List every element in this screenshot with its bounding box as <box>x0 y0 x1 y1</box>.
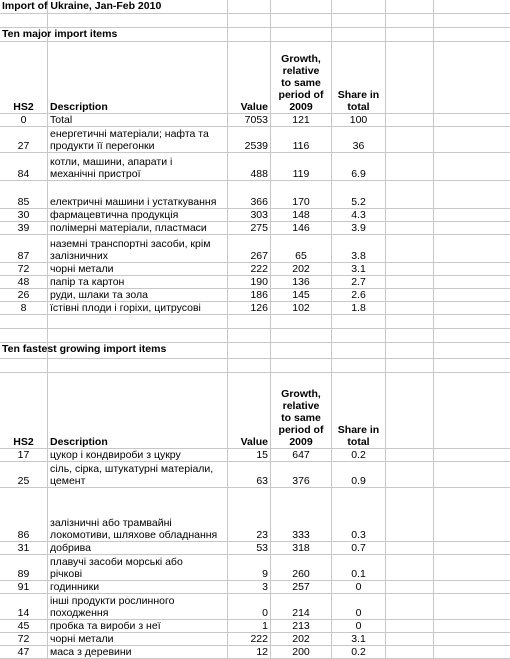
empty-cell[interactable] <box>386 153 434 180</box>
empty-cell[interactable] <box>386 488 434 541</box>
header-growth-line: period of <box>278 89 324 101</box>
value-cell[interactable]: 126 <box>228 302 271 314</box>
header-growth-line: to same <box>281 77 321 89</box>
description-line: плавучі засоби морські або <box>50 556 183 568</box>
header-hs2: HS2 <box>0 373 48 448</box>
share-cell[interactable]: 4.3 <box>332 209 386 221</box>
header-growth-line: Growth, <box>281 388 321 400</box>
description-line: пробка та вироби з неї <box>50 620 161 632</box>
header-growth-line: 2009 <box>289 101 313 113</box>
empty-cell[interactable] <box>386 315 434 328</box>
hs2-cell[interactable]: 47 <box>0 646 48 658</box>
value-cell[interactable]: 267 <box>228 235 271 262</box>
growth-cell[interactable]: 647 <box>271 449 332 461</box>
section2-header-row <box>0 373 510 449</box>
sheet-title-row <box>0 0 510 14</box>
empty-cell[interactable] <box>228 28 271 41</box>
share-cell[interactable]: 0 <box>332 594 386 619</box>
value-cell[interactable]: 0 <box>228 594 271 619</box>
empty-cell[interactable] <box>228 329 271 342</box>
value-cell[interactable]: 275 <box>228 222 271 234</box>
empty-cell[interactable] <box>228 315 271 328</box>
value-cell[interactable]: 366 <box>228 181 271 208</box>
description-line: котли, машини, апарати і <box>50 156 173 168</box>
section1-heading-row <box>0 28 510 42</box>
empty-cell[interactable] <box>386 646 434 658</box>
table-row <box>0 462 510 488</box>
growth-cell[interactable]: 376 <box>271 462 332 487</box>
share-cell[interactable]: 3.1 <box>332 263 386 275</box>
description-cell[interactable] <box>48 235 228 262</box>
hs2-cell[interactable]: 84 <box>0 153 48 180</box>
empty-cell[interactable] <box>386 14 434 27</box>
value-cell[interactable]: 2539 <box>228 127 271 152</box>
empty-cell[interactable] <box>48 315 228 328</box>
value-cell[interactable]: 222 <box>228 633 271 645</box>
description-line: цемент <box>50 475 86 487</box>
empty-cell[interactable] <box>386 222 434 234</box>
hs2-cell[interactable]: 30 <box>0 209 48 221</box>
hs2-cell[interactable]: 87 <box>0 235 48 262</box>
description-cell[interactable] <box>48 594 228 619</box>
header-description: Description <box>48 42 228 113</box>
blank-row <box>0 329 510 343</box>
hs2-cell[interactable]: 39 <box>0 222 48 234</box>
growth-cell[interactable]: 65 <box>271 235 332 262</box>
share-cell[interactable]: 0.2 <box>332 646 386 658</box>
table-row <box>0 263 510 276</box>
empty-cell[interactable] <box>386 343 434 358</box>
description-line: папір та картон <box>50 276 125 288</box>
growth-cell[interactable]: 333 <box>271 488 332 541</box>
growth-cell[interactable]: 148 <box>271 209 332 221</box>
description-line: продукти її перегонки <box>50 140 155 152</box>
empty-cell[interactable] <box>332 28 386 41</box>
growth-cell[interactable]: 202 <box>271 633 332 645</box>
hs2-cell[interactable]: 0 <box>0 114 48 126</box>
empty-cell[interactable] <box>386 127 434 152</box>
empty-cell[interactable] <box>271 315 332 328</box>
section1-heading: Ten major import items <box>2 28 118 40</box>
growth-cell[interactable]: 213 <box>271 620 332 632</box>
growth-cell[interactable]: 214 <box>271 594 332 619</box>
description-cell[interactable] <box>48 222 228 234</box>
value-cell[interactable]: 53 <box>228 542 271 554</box>
description-cell[interactable] <box>48 302 228 314</box>
description-cell[interactable] <box>48 555 228 580</box>
description-line: енергетичні матеріали; нафта та <box>50 128 209 140</box>
growth-cell[interactable]: 200 <box>271 646 332 658</box>
hs2-cell[interactable]: 72 <box>0 633 48 645</box>
description-cell[interactable] <box>48 581 228 593</box>
empty-cell[interactable] <box>0 315 48 328</box>
empty-cell[interactable] <box>271 14 332 27</box>
hs2-cell[interactable]: 89 <box>0 555 48 580</box>
hs2-cell[interactable]: 26 <box>0 289 48 301</box>
description-line: годинники <box>50 581 100 593</box>
description-line: річкові <box>50 568 83 580</box>
hs2-cell[interactable]: 86 <box>0 488 48 541</box>
table-row <box>0 222 510 235</box>
empty-cell[interactable] <box>228 343 271 358</box>
empty-cell[interactable] <box>386 0 434 13</box>
blank-row <box>0 14 510 28</box>
empty-cell[interactable] <box>332 315 386 328</box>
empty-cell[interactable] <box>386 373 434 448</box>
share-cell[interactable]: 1.8 <box>332 302 386 314</box>
header-growth-line: period of <box>278 424 324 436</box>
value-cell[interactable]: 488 <box>228 153 271 180</box>
share-cell[interactable]: 0 <box>332 581 386 593</box>
growth-cell[interactable]: 116 <box>271 127 332 152</box>
share-cell[interactable]: 2.7 <box>332 276 386 288</box>
description-line: Total <box>50 114 73 126</box>
hs2-cell[interactable]: 25 <box>0 462 48 487</box>
hs2-cell[interactable]: 31 <box>0 542 48 554</box>
empty-cell[interactable] <box>386 235 434 262</box>
description-cell[interactable] <box>48 276 228 288</box>
share-cell[interactable]: 2.6 <box>332 289 386 301</box>
table-row <box>0 289 510 302</box>
value-cell[interactable]: 15 <box>228 449 271 461</box>
header-value: Value <box>228 42 271 113</box>
hs2-cell[interactable]: 72 <box>0 263 48 275</box>
description-line: наземні транспортні засоби, крім <box>50 238 211 250</box>
growth-cell[interactable]: 136 <box>271 276 332 288</box>
empty-cell[interactable] <box>386 263 434 275</box>
hs2-cell[interactable]: 85 <box>0 181 48 208</box>
description-line: їстівні плоди і горіхи, цитрусові <box>50 302 201 314</box>
description-line: чорні метали <box>50 263 114 275</box>
share-cell[interactable]: 0.1 <box>332 555 386 580</box>
empty-cell[interactable] <box>386 42 434 113</box>
description-cell[interactable] <box>48 449 228 461</box>
description-line: електричні машини і устаткування <box>50 196 217 208</box>
table-row <box>0 449 510 462</box>
empty-cell[interactable] <box>386 359 434 372</box>
empty-cell[interactable] <box>48 329 228 342</box>
empty-cell[interactable] <box>332 329 386 342</box>
table-row <box>0 235 510 263</box>
hs2-cell[interactable]: 17 <box>0 449 48 461</box>
empty-cell[interactable] <box>332 359 386 372</box>
empty-cell[interactable] <box>386 581 434 593</box>
growth-cell[interactable]: 146 <box>271 222 332 234</box>
empty-cell[interactable] <box>0 359 48 372</box>
empty-cell[interactable] <box>386 329 434 342</box>
hs2-cell[interactable]: 45 <box>0 620 48 632</box>
growth-cell[interactable]: 121 <box>271 114 332 126</box>
empty-cell[interactable] <box>386 449 434 461</box>
section2-heading: Ten fastest growing import items <box>2 343 167 355</box>
table-row <box>0 542 510 555</box>
header-growth-line: relative <box>282 400 320 412</box>
blank-row <box>0 359 510 373</box>
table-row <box>0 646 510 659</box>
empty-cell[interactable] <box>386 276 434 288</box>
empty-cell[interactable] <box>332 343 386 358</box>
value-cell[interactable]: 222 <box>228 263 271 275</box>
table-row <box>0 555 510 581</box>
value-cell[interactable]: 190 <box>228 276 271 288</box>
empty-cell[interactable] <box>386 620 434 632</box>
header-hs2: HS2 <box>0 42 48 113</box>
empty-cell[interactable] <box>271 359 332 372</box>
description-cell[interactable] <box>48 620 228 632</box>
empty-cell[interactable] <box>386 209 434 221</box>
table-row <box>0 127 510 153</box>
table-row <box>0 594 510 620</box>
empty-cell[interactable] <box>332 0 386 13</box>
header-share <box>332 373 386 448</box>
table-row <box>0 488 510 542</box>
empty-cell[interactable] <box>48 14 228 27</box>
hs2-cell[interactable]: 14 <box>0 594 48 619</box>
share-cell[interactable]: 36 <box>332 127 386 152</box>
empty-cell[interactable] <box>228 359 271 372</box>
header-growth <box>271 42 332 113</box>
share-cell[interactable]: 3.8 <box>332 235 386 262</box>
header-growth-line: relative <box>282 65 320 77</box>
share-cell[interactable]: 3.1 <box>332 633 386 645</box>
hs2-cell[interactable]: 27 <box>0 127 48 152</box>
description-cell[interactable] <box>48 263 228 275</box>
empty-cell[interactable] <box>386 181 434 208</box>
description-cell[interactable] <box>48 181 228 208</box>
description-line: сіль, сірка, штукатурні матеріали, <box>50 463 214 475</box>
description-line: фармацевтична продукція <box>50 209 179 221</box>
growth-cell[interactable]: 260 <box>271 555 332 580</box>
description-cell[interactable] <box>48 488 228 541</box>
section1-header-row <box>0 42 510 114</box>
description-line: маса з деревини <box>50 646 132 658</box>
description-cell[interactable] <box>48 462 228 487</box>
description-line: інші продукти рослинного <box>50 595 175 607</box>
header-growth-line: to same <box>281 412 321 424</box>
description-cell[interactable] <box>48 153 228 180</box>
share-cell[interactable]: 0.9 <box>332 462 386 487</box>
value-cell[interactable]: 23 <box>228 488 271 541</box>
share-cell[interactable]: 100 <box>332 114 386 126</box>
header-share-line: Share in <box>337 89 380 101</box>
header-growth-line: 2009 <box>289 436 313 448</box>
description-line: механічні пристрої <box>50 168 141 180</box>
growth-cell[interactable]: 102 <box>271 302 332 314</box>
table-row <box>0 620 510 633</box>
empty-cell[interactable] <box>386 555 434 580</box>
share-cell[interactable]: 6.9 <box>332 153 386 180</box>
header-share-line: total <box>347 436 370 448</box>
growth-cell[interactable]: 318 <box>271 542 332 554</box>
value-cell[interactable]: 1 <box>228 620 271 632</box>
blank-row <box>0 315 510 329</box>
share-cell[interactable]: 0.2 <box>332 449 386 461</box>
growth-cell[interactable]: 202 <box>271 263 332 275</box>
empty-cell[interactable] <box>386 633 434 645</box>
header-growth-line: Growth, <box>281 53 321 65</box>
empty-cell[interactable] <box>0 329 48 342</box>
value-cell[interactable]: 63 <box>228 462 271 487</box>
table-row <box>0 302 510 315</box>
description-cell[interactable] <box>48 542 228 554</box>
section2-heading-row <box>0 343 510 359</box>
empty-cell[interactable] <box>386 462 434 487</box>
description-line: руди, шлаки та зола <box>50 289 148 301</box>
empty-cell[interactable] <box>48 359 228 372</box>
table-row <box>0 209 510 222</box>
value-cell[interactable]: 7053 <box>228 114 271 126</box>
table-row <box>0 181 510 209</box>
table-row <box>0 276 510 289</box>
header-value: Value <box>228 373 271 448</box>
share-cell[interactable]: 5.2 <box>332 181 386 208</box>
empty-cell[interactable] <box>271 28 332 41</box>
description-cell[interactable] <box>48 114 228 126</box>
hs2-cell[interactable]: 91 <box>0 581 48 593</box>
description-line: полімерні матеріали, пластмаси <box>50 222 207 234</box>
growth-cell[interactable]: 257 <box>271 581 332 593</box>
empty-cell[interactable] <box>386 114 434 126</box>
description-cell[interactable] <box>48 646 228 658</box>
description-line: добрива <box>50 542 91 554</box>
share-cell[interactable]: 3.9 <box>332 222 386 234</box>
growth-cell[interactable]: 145 <box>271 289 332 301</box>
value-cell[interactable]: 186 <box>228 289 271 301</box>
share-cell[interactable]: 0.7 <box>332 542 386 554</box>
value-cell[interactable]: 9 <box>228 555 271 580</box>
table-row <box>0 153 510 181</box>
empty-cell[interactable] <box>271 0 332 13</box>
table-row <box>0 581 510 594</box>
description-cell[interactable] <box>48 633 228 645</box>
description-line: залізничних <box>50 250 108 262</box>
empty-cell[interactable] <box>386 289 434 301</box>
empty-cell[interactable] <box>271 343 332 358</box>
description-line: чорні метали <box>50 633 114 645</box>
empty-cell[interactable] <box>386 302 434 314</box>
header-growth <box>271 373 332 448</box>
header-share-line: total <box>347 101 370 113</box>
table-row <box>0 114 510 127</box>
header-share-line: Share in <box>337 424 380 436</box>
growth-cell[interactable]: 170 <box>271 181 332 208</box>
description-cell[interactable] <box>48 289 228 301</box>
header-share <box>332 42 386 113</box>
empty-cell[interactable] <box>386 542 434 554</box>
description-line: походження <box>50 607 109 619</box>
description-line: залізничні або трамвайні <box>50 517 172 529</box>
share-cell[interactable]: 0 <box>332 620 386 632</box>
empty-cell[interactable] <box>332 14 386 27</box>
description-line: цукор і кондвироби з цукру <box>50 449 181 461</box>
value-cell[interactable]: 12 <box>228 646 271 658</box>
empty-cell[interactable] <box>228 14 271 27</box>
empty-cell[interactable] <box>228 0 271 13</box>
description-cell[interactable] <box>48 209 228 221</box>
growth-cell[interactable]: 119 <box>271 153 332 180</box>
hs2-cell[interactable]: 48 <box>0 276 48 288</box>
hs2-cell[interactable]: 8 <box>0 302 48 314</box>
empty-cell[interactable] <box>386 28 434 41</box>
sheet-title: Import of Ukraine, Jan-Feb 2010 <box>2 0 162 12</box>
empty-cell[interactable] <box>0 14 48 27</box>
description-cell[interactable] <box>48 127 228 152</box>
description-line: локомотиви, шляхове обладнання <box>50 529 218 541</box>
share-cell[interactable]: 0.3 <box>332 488 386 541</box>
header-description: Description <box>48 373 228 448</box>
empty-cell[interactable] <box>271 329 332 342</box>
empty-cell[interactable] <box>386 594 434 619</box>
value-cell[interactable]: 303 <box>228 209 271 221</box>
value-cell[interactable]: 3 <box>228 581 271 593</box>
